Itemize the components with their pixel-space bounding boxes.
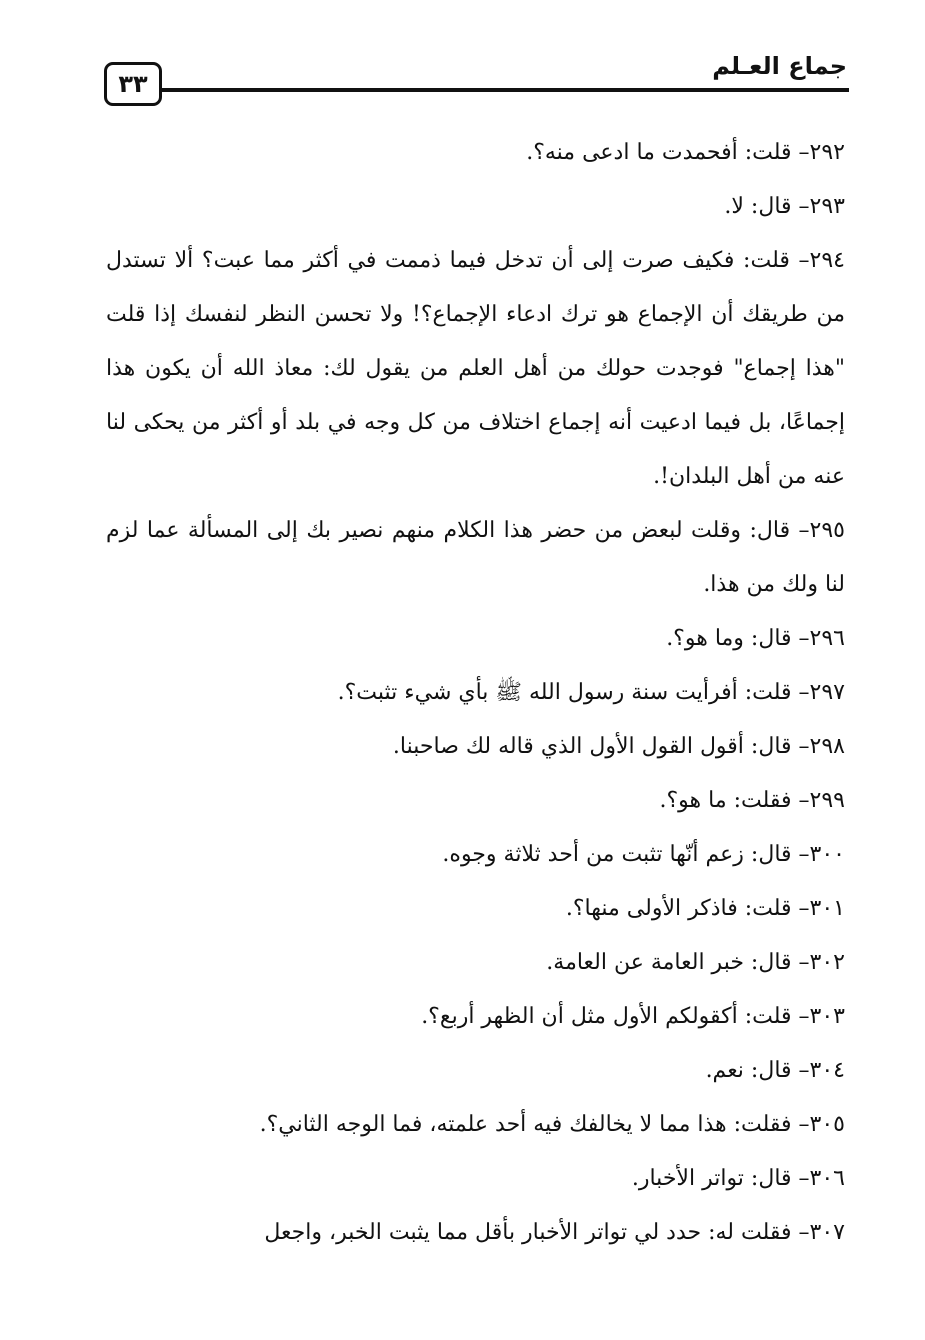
paragraph: ٢٩٩– فقلت: ما هو؟. xyxy=(659,788,845,813)
paragraph-text: قال: تواتر الأخبار. xyxy=(631,1166,792,1191)
paragraph-number: ٣٠٣ xyxy=(809,1004,845,1029)
paragraph: ٣٠٣– قلت: أكقولكم الأول مثل أن الظهر أربع؟. xyxy=(421,1004,845,1029)
paragraph-number: ٢٩٨ xyxy=(809,734,845,759)
paragraph: ٢٩٥– قال: وقلت لبعض من حضر هذا الكلام منهم نصير بك إلى المسألة عما لزم لنا ولك من هذا. xyxy=(106,518,845,597)
paragraph: ٣٠٠– قال: زعم أنّها تثبت من أحد ثلاثة وجوه. xyxy=(442,842,845,867)
paragraph-number: ٣٠٥ xyxy=(809,1112,845,1137)
paragraph-number: ٢٩٢ xyxy=(809,140,845,165)
paragraph-number: ٣٠٢ xyxy=(809,950,845,975)
paragraph: ٢٩٧– قلت: أفرأيت سنة رسول الله ﷺ بأي شيء تثبت؟. xyxy=(337,680,845,705)
paragraph-text: قال: نعم. xyxy=(705,1058,792,1083)
paragraph-number: ٢٩٩ xyxy=(809,788,845,813)
page-header xyxy=(0,0,925,120)
paragraph-number: ٣٠٤ xyxy=(809,1058,845,1083)
paragraph-text: قلت: أفرأيت سنة رسول الله ﷺ بأي شيء تثبت؟. xyxy=(337,680,792,705)
paragraph-number: ٣٠٠ xyxy=(809,842,845,867)
paragraph-text: قال: أقول القول الأول الذي قاله لك صاحبنا. xyxy=(392,734,792,759)
paragraph-number: ٣٠١ xyxy=(809,896,845,921)
paragraph-text: قال: زعم أنّها تثبت من أحد ثلاثة وجوه. xyxy=(442,842,792,867)
paragraph: ٢٩٦– قال: وما هو؟. xyxy=(666,626,845,651)
paragraph: ٢٩٤– قلت: فكيف صرت إلى أن تدخل فيما ذممت في أكثر مما عبت؟ ألا تستدل من طريقك أن الإجماع هو ترك ادعاء الإجماع؟! ولا تحسن النظر لنفسك إذا قلت "هذا إجماع" فوجدت حولك من أهل العلم من يقول لك: معاذ الله أن يكون هذا إجماعًا، بل فيما ادعيت أنه إجماع اختلاف من كل وجه في بلد أو أكثر من يحكى لنا عنه من أهل البلدان!. xyxy=(106,248,845,489)
body-text xyxy=(106,126,845,1260)
paragraph: ٣٠٧– فقلت له: حدد لي تواتر الأخبار بأقل مما يثبت الخبر، واجعل xyxy=(264,1220,845,1245)
paragraph-number: ٢٩٥ xyxy=(809,518,845,543)
running-title: جماع العـلم xyxy=(712,52,847,80)
paragraph-text: فقلت: هذا مما لا يخالفك فيه أحد علمته، فما الوجه الثاني؟. xyxy=(259,1112,792,1137)
paragraph-text: قلت: فاذكر الأولى منها؟. xyxy=(565,896,792,921)
paragraph-number: ٣٠٦ xyxy=(809,1166,845,1191)
paragraph-text: قلت: أفحمدت ما ادعى منه؟. xyxy=(526,140,792,165)
paragraph-number: ٢٩٧ xyxy=(809,680,845,705)
paragraph-text: فقلت له: حدد لي تواتر الأخبار بأقل مما يثبت الخبر، واجعل xyxy=(264,1220,792,1245)
paragraph: ٣٠١– قلت: فاذكر الأولى منها؟. xyxy=(565,896,845,921)
paragraph-number: ٢٩٣ xyxy=(809,194,845,219)
header-rule xyxy=(160,88,849,92)
paragraph: ٢٩٣– قال: لا. xyxy=(724,194,845,219)
paragraph-text: فقلت: ما هو؟. xyxy=(659,788,792,813)
paragraph-text: قلت: فكيف صرت إلى أن تدخل فيما ذممت في أكثر مما عبت؟ ألا تستدل من طريقك أن الإجماع هو ترك ادعاء الإجماع؟! ولا تحسن النظر لنفسك إذا قلت "هذا إجماع" فوجدت حولك من أهل العلم من يقول لك: معاذ الله أن يكون هذا إجماعًا، بل فيما ادعيت أنه إجماع اختلاف من كل وجه في بلد أو أكثر من يحكى لنا عنه من أهل البلدان!. xyxy=(106,248,845,489)
paragraph: ٢٩٢– قلت: أفحمدت ما ادعى منه؟. xyxy=(526,140,845,165)
paragraph: ٣٠٦– قال: تواتر الأخبار. xyxy=(631,1166,845,1191)
paragraph-text: قلت: أكقولكم الأول مثل أن الظهر أربع؟. xyxy=(421,1004,792,1029)
page-number: ٣٣ xyxy=(104,62,162,106)
paragraph-text: قال: لا. xyxy=(724,194,792,219)
paragraph: ٣٠٥– فقلت: هذا مما لا يخالفك فيه أحد علمته، فما الوجه الثاني؟. xyxy=(259,1112,845,1137)
paragraph-text: قال: وما هو؟. xyxy=(666,626,792,651)
paragraph-text: قال: وقلت لبعض من حضر هذا الكلام منهم نصير بك إلى المسألة عما لزم لنا ولك من هذا. xyxy=(106,518,845,597)
paragraph-number: ٢٩٦ xyxy=(809,626,845,651)
paragraph: ٣٠٤– قال: نعم. xyxy=(705,1058,845,1083)
paragraph: ٢٩٨– قال: أقول القول الأول الذي قاله لك صاحبنا. xyxy=(392,734,845,759)
paragraph: ٣٠٢– قال: خبر العامة عن العامة. xyxy=(546,950,845,975)
paragraph-number: ٢٩٤ xyxy=(809,248,845,273)
paragraph-text: قال: خبر العامة عن العامة. xyxy=(546,950,792,975)
paragraph-number: ٣٠٧ xyxy=(809,1220,845,1245)
